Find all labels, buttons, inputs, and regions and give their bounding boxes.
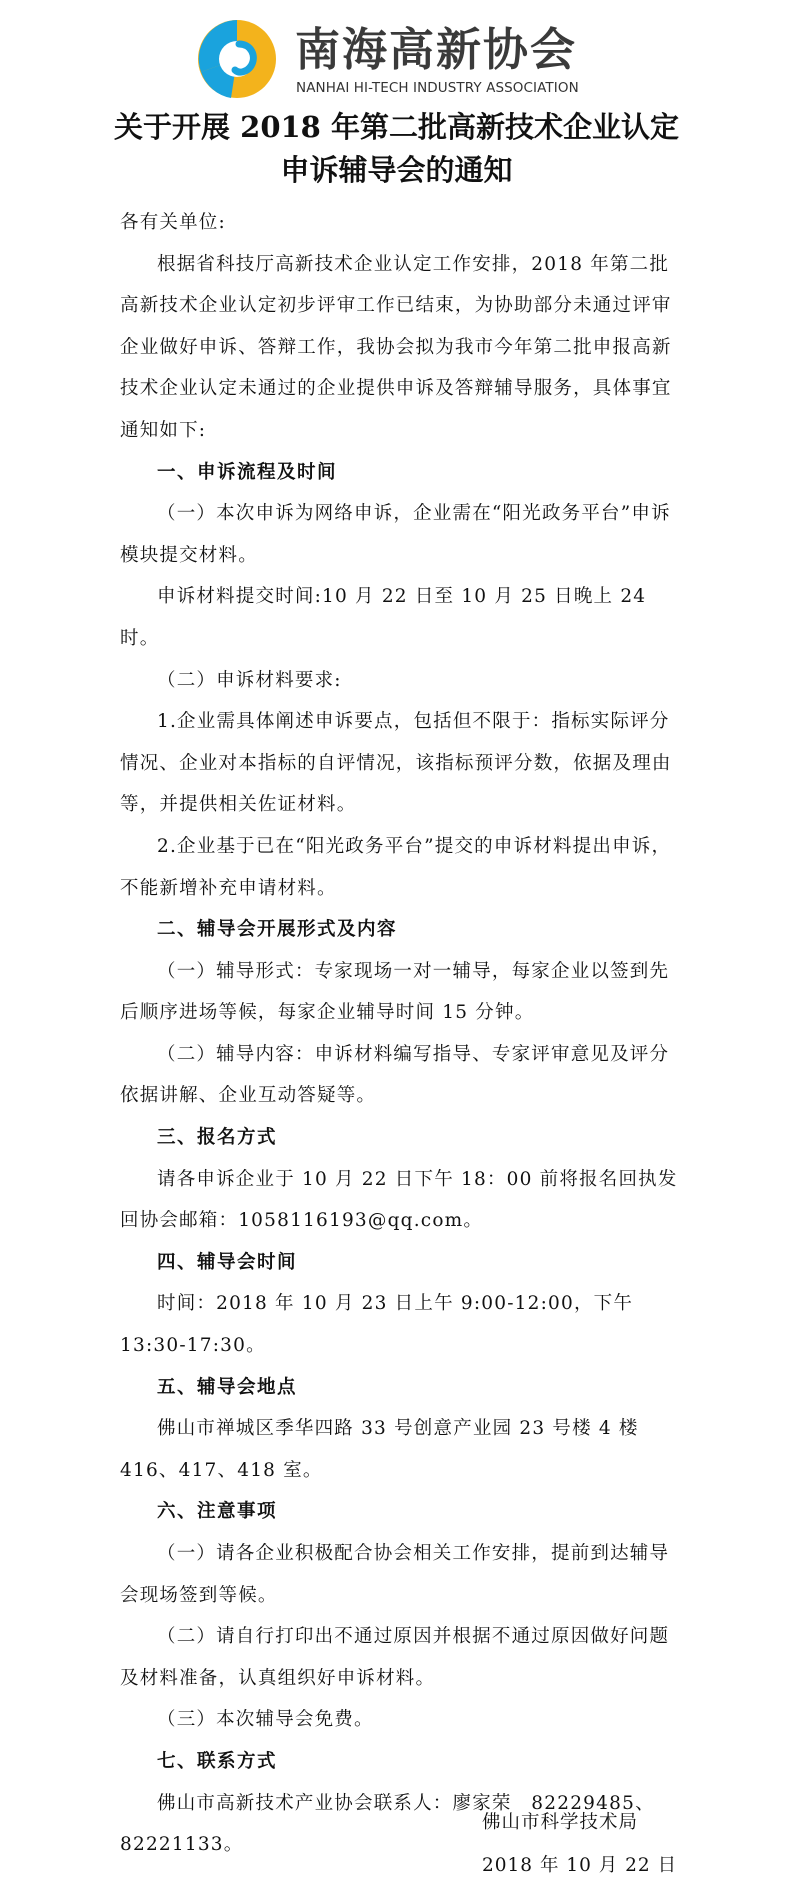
section-1-heading: 一、申诉流程及时间 bbox=[157, 461, 338, 483]
intro-paragraph: 根据省科技厅高新技术企业认定工作安排，2018 年第二批高新技术企业认定初步评审工作已结束，为协助部分未通过评审企业做好申诉、答辩工作，我协会拟为我市今年第二批申报高新技术企业认定未通过的企业提供申诉及答辩辅导服务，具体事宜通知如下: bbox=[120, 253, 672, 441]
section-6-paragraph: （一）请各企业积极配合协会相关工作安排，提前到达辅导会现场签到等候。 bbox=[120, 1543, 670, 1606]
contact-paragraph: 佛山市高新技术产业协会联系人：廖家荣 82229485、82221133。 bbox=[120, 1792, 655, 1856]
section-1-paragraph: 2.企业基于已在“阳光政务平台”提交的申诉材料提出申诉，不能新增补充申请材料。 bbox=[120, 835, 672, 899]
section-1-paragraph: 申诉材料提交时间:10 月 22 日至 10 月 25 日晚上 24 时。 bbox=[120, 586, 647, 649]
section-2-heading: 二、辅导会开展形式及内容 bbox=[157, 919, 398, 941]
section-6-paragraph: （二）请自行打印出不通过原因并根据不通过原因做好问题及材料准备，认真组织好申诉材料。 bbox=[120, 1626, 670, 1689]
document-title-line-1: 关于开展 2018 年第二批高新技术企业认定 bbox=[114, 110, 679, 144]
signature-org: 佛山市科学技术局 bbox=[482, 1812, 639, 1833]
section-1-paragraph: （一）本次申诉为网络申诉，企业需在“阳光政务平台”申诉模块提交材料。 bbox=[120, 503, 671, 566]
section-4-paragraph: 时间：2018 年 10 月 23 日上午 9:00-12:00，下午 13:30-17:30。 bbox=[120, 1293, 634, 1357]
section-1-paragraph: 1.企业需具体阐述申诉要点，包括但不限于：指标实际评分情况、企业对本指标的自评情况，该指标预评分数，依据及理由等，并提供相关佐证材料。 bbox=[120, 711, 672, 816]
section-1-paragraph: （二）申诉材料要求: bbox=[157, 669, 342, 691]
section-3-heading: 三、报名方式 bbox=[157, 1127, 278, 1149]
logo-name-en: NANHAI HI-TECH INDUSTRY ASSOCIATION bbox=[296, 80, 579, 96]
section-3-paragraph: 请各申诉企业于 10 月 22 日下午 18：00 前将报名回执发回协会邮箱：1058116193@qq.com。 bbox=[120, 1168, 678, 1232]
logo-emblem-icon bbox=[195, 18, 279, 100]
document-title-line-2: 申诉辅导会的通知 bbox=[280, 153, 513, 187]
section-6-paragraph: （三）本次辅导会免费。 bbox=[157, 1709, 374, 1731]
association-logo bbox=[195, 18, 605, 100]
section-7-heading: 七、联系方式 bbox=[157, 1750, 278, 1772]
signature-date: 2018 年 10 月 22 日 bbox=[482, 1855, 678, 1876]
section-4-heading: 四、辅导会时间 bbox=[157, 1251, 298, 1273]
section-2-paragraph: （一）辅导形式：专家现场一对一辅导，每家企业以签到先后顺序进场等候，每家企业辅导时间 15 分钟。 bbox=[120, 960, 670, 1024]
section-5-heading: 五、辅导会地点 bbox=[157, 1376, 298, 1398]
section-2-paragraph: （二）辅导内容：申诉材料编写指导、专家评审意见及评分依据讲解、企业互动答疑等。 bbox=[120, 1043, 670, 1107]
document-body bbox=[120, 202, 680, 1866]
section-6-heading: 六、注意事项 bbox=[157, 1501, 278, 1523]
greeting: 各有关单位: bbox=[120, 212, 226, 233]
logo-name-cn: 南海高新协会 bbox=[295, 23, 578, 76]
section-5-paragraph: 佛山市禅城区季华四路 33 号创意产业园 23 号楼 4 楼 416、417、418 室。 bbox=[120, 1418, 639, 1481]
